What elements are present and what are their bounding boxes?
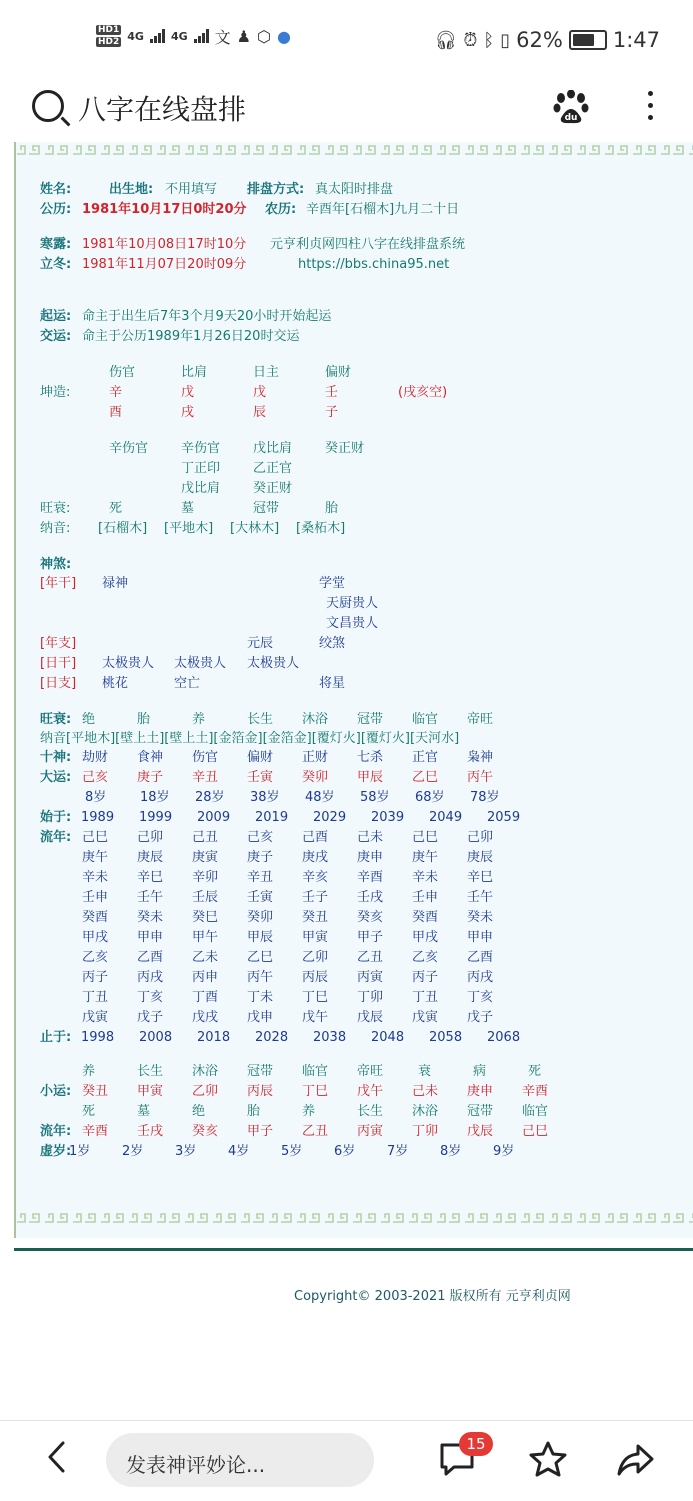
xiaoyun-liunian-cell: 壬戌 — [137, 1124, 164, 1139]
xiaoyun-bottom-cell: 临官 — [522, 1104, 549, 1119]
branch-4: 子 — [325, 405, 339, 420]
signal-label-1: 4G — [127, 29, 144, 43]
share-arrow-icon[interactable] — [616, 1441, 656, 1477]
address-title[interactable]: 八字在线盘排 — [78, 93, 247, 126]
hidden-stem: 辛伤官 — [181, 441, 221, 456]
dayun-age-cell: 28岁 — [195, 790, 225, 805]
dayun-age-cell: 58岁 — [360, 790, 390, 805]
comment-count-badge: 15 — [459, 1432, 493, 1456]
dayun-end-label: 止于: — [40, 1030, 72, 1045]
liunian-cell: 戊寅 — [412, 1010, 439, 1025]
kunzao-label: 坤造: — [40, 385, 71, 400]
xiaoyun-bottom-cell: 沐浴 — [412, 1104, 439, 1119]
xusui-cell: 9岁 — [493, 1144, 515, 1159]
dayun-age-cell: 48岁 — [305, 790, 335, 805]
xiaoyun-pillar-cell: 辛酉 — [522, 1084, 549, 1099]
shensha-item: 将星 — [319, 676, 346, 691]
liunian-cell: 庚寅 — [192, 850, 219, 865]
xiaoyun-top-cell: 衰 — [418, 1064, 432, 1079]
shensha-item: 禄神 — [102, 576, 129, 591]
dayun-shishen-cell: 正财 — [302, 750, 329, 765]
signal-bars-icon — [150, 29, 165, 43]
browser-address-bar — [0, 80, 693, 142]
alarm-icon: ⏰︎ — [463, 29, 478, 51]
xiaoyun-liunian-label: 流年: — [40, 1124, 72, 1139]
wangshuai-label: 旺衰: — [40, 501, 71, 516]
liunian-cell: 己巳 — [82, 830, 109, 845]
hidden-stem: 癸正财 — [253, 481, 293, 496]
wangshuai-value: 墓 — [181, 501, 195, 516]
dayun-shishen-cell: 正官 — [412, 750, 439, 765]
dayun-start-year: 1989 — [81, 810, 115, 825]
method-value: 真太阳时排盘 — [315, 182, 394, 197]
hidden-stem: 癸正财 — [325, 441, 365, 456]
liunian-cell: 甲午 — [192, 930, 219, 945]
hidden-stem: 戊比肩 — [181, 481, 221, 496]
dayun-pillar-cell: 庚子 — [137, 770, 164, 785]
border-pattern-top — [16, 142, 693, 160]
nayin-value: [桑柘木] — [296, 521, 346, 536]
liunian-cell: 壬子 — [302, 890, 329, 905]
xiaoyun-bottom-cell: 胎 — [247, 1104, 261, 1119]
xiaoyun-liunian-cell: 癸亥 — [192, 1124, 219, 1139]
signal-bars-2-icon — [194, 29, 209, 43]
liunian-cell: 丙戌 — [467, 970, 494, 985]
dayun-age-cell: 68岁 — [415, 790, 445, 805]
liunian-cell: 丙午 — [247, 970, 274, 985]
dayun-end-year: 2048 — [371, 1030, 405, 1045]
xiaoyun-liunian-cell: 己巳 — [522, 1124, 549, 1139]
bluetooth-icon: ᛒ — [483, 29, 495, 51]
back-arrow-icon[interactable] — [44, 1439, 68, 1475]
dayun-shishen-cell: 枭神 — [467, 750, 494, 765]
dayun-shishen-cell: 伤官 — [192, 750, 219, 765]
liunian-cell: 辛丑 — [247, 870, 274, 885]
dayun-wangshuai-cell: 冠带 — [357, 712, 384, 727]
svg-text:du: du — [564, 113, 578, 123]
dayun-end-year: 2058 — [429, 1030, 463, 1045]
xiaoyun-pillar-cell: 乙卯 — [192, 1084, 219, 1099]
liunian-cell: 壬申 — [412, 890, 439, 905]
liunian-cell: 乙卯 — [302, 950, 329, 965]
lunar-value: 辛酉年[石榴木]九月二十日 — [306, 202, 460, 217]
dayun-wangshuai-cell: 绝 — [82, 712, 96, 727]
liunian-cell: 辛巳 — [137, 870, 164, 885]
dayun-age-cell: 18岁 — [140, 790, 170, 805]
liunian-cell: 丙寅 — [357, 970, 384, 985]
hanlu-label: 寒露: — [40, 237, 72, 252]
xiaoyun-bottom-cell: 墓 — [137, 1104, 151, 1119]
liunian-cell: 乙巳 — [247, 950, 274, 965]
liunian-cell: 己卯 — [137, 830, 164, 845]
xiaoyun-liunian-cell: 丁卯 — [412, 1124, 439, 1139]
dayun-wangshuai-cell: 胎 — [137, 712, 151, 727]
hidden-stem: 乙正官 — [253, 461, 293, 476]
battery-icon — [569, 30, 607, 50]
solar-label: 公历: — [40, 202, 72, 217]
dayun-wangshuai-cell: 帝旺 — [467, 712, 494, 727]
stem-3: 戊 — [253, 385, 267, 400]
liunian-cell: 庚辰 — [137, 850, 164, 865]
liunian-cell: 甲子 — [357, 930, 384, 945]
stem-4: 壬 — [325, 385, 339, 400]
liunian-cell: 丁丑 — [82, 990, 109, 1005]
liunian-cell: 己亥 — [247, 830, 274, 845]
liunian-cell: 戊午 — [302, 1010, 329, 1025]
liunian-cell: 癸酉 — [82, 910, 109, 925]
dayun-end-year: 2018 — [197, 1030, 231, 1045]
liunian-cell: 丙申 — [192, 970, 219, 985]
liunian-cell: 庚申 — [357, 850, 384, 865]
xiaoyun-bottom-cell: 养 — [302, 1104, 316, 1119]
hanlu-value: 1981年10月08日17时10分 — [82, 237, 247, 252]
liunian-cell: 丁未 — [247, 990, 274, 1005]
shensha-item: 天厨贵人 — [326, 596, 379, 611]
dayun-shishen-cell: 劫财 — [82, 750, 109, 765]
shensha-item: 绞煞 — [319, 636, 346, 651]
dayun-age-cell: 78岁 — [470, 790, 500, 805]
xiaoyun-bottom-cell: 冠带 — [467, 1104, 494, 1119]
qiyun-label: 起运: — [40, 309, 72, 324]
xusui-cell: 7岁 — [387, 1144, 409, 1159]
liunian-cell: 壬寅 — [247, 890, 274, 905]
search-icon[interactable] — [32, 90, 64, 122]
liunian-cell: 己卯 — [467, 830, 494, 845]
dayun-pillar-cell: 辛丑 — [192, 770, 219, 785]
wangshuai-value: 死 — [109, 501, 123, 516]
xusui-cell: 8岁 — [440, 1144, 462, 1159]
shensha-item: 文昌贵人 — [326, 616, 379, 631]
liunian-cell: 壬戌 — [357, 890, 384, 905]
shensha-item: 太极贵人 — [102, 656, 155, 671]
wangshuai-value: 胎 — [325, 501, 339, 516]
liunian-cell: 甲辰 — [247, 930, 274, 945]
hd-icon: HD1 HD2 — [98, 25, 120, 47]
xiaoyun-top-cell: 冠带 — [247, 1064, 274, 1079]
xiaoyun-bottom-cell: 绝 — [192, 1104, 206, 1119]
liunian-cell: 己未 — [357, 830, 384, 845]
dayun-age-cell: 8岁 — [85, 790, 107, 805]
liunian-cell: 乙亥 — [412, 950, 439, 965]
liunian-cell: 辛酉 — [357, 870, 384, 885]
liunian-cell: 丁酉 — [192, 990, 219, 1005]
xiaoyun-pillar-cell: 己未 — [412, 1084, 439, 1099]
liunian-cell: 癸亥 — [357, 910, 384, 925]
xiaoyun-pillar-cell: 戊午 — [357, 1084, 384, 1099]
status-bar — [0, 0, 693, 80]
shensha-item: 元辰 — [247, 636, 274, 651]
dayun-start-year: 2029 — [313, 810, 347, 825]
dayun-start-year: 2059 — [487, 810, 521, 825]
shensha-item: 太极贵人 — [174, 656, 227, 671]
xiaoyun-pillar-cell: 甲寅 — [137, 1084, 164, 1099]
stem-2: 戊 — [181, 385, 195, 400]
dayun-pillar-cell: 甲辰 — [357, 770, 384, 785]
god-2: 比肩 — [181, 365, 208, 380]
xiaoyun-liunian-cell: 辛酉 — [82, 1124, 109, 1139]
liunian-cell: 丁亥 — [467, 990, 494, 1005]
dayun-pillar-cell: 己亥 — [82, 770, 109, 785]
jiaoyun-label: 交运: — [40, 329, 72, 344]
god-3: 日主 — [253, 365, 280, 380]
liunian-cell: 癸未 — [137, 910, 164, 925]
xiaoyun-top-cell: 养 — [82, 1064, 96, 1079]
border-pattern-bottom — [16, 1210, 693, 1228]
dayun-wangshuai-cell: 沐浴 — [302, 712, 329, 727]
liunian-cell: 庚辰 — [467, 850, 494, 865]
liunian-cell: 庚子 — [247, 850, 274, 865]
nayin-value: [平地木] — [164, 521, 214, 536]
shensha-item: 桃花 — [102, 676, 129, 691]
qq-icon: ♟ — [236, 26, 251, 46]
xiaoyun-top-cell: 临官 — [302, 1064, 329, 1079]
xiaoyun-liunian-cell: 甲子 — [247, 1124, 274, 1139]
dayun-shishen-cell: 偏财 — [247, 750, 274, 765]
dayun-start-year: 1999 — [139, 810, 173, 825]
system-name: 元亨利贞网四柱八字在线排盘系统 — [270, 237, 466, 252]
dayun-nayin-line: 纳音[平地木][壁上土][壁上土][金箔金][金箔金][覆灯火][覆灯火][天河水] — [40, 731, 460, 746]
liunian-cell: 丙戌 — [137, 970, 164, 985]
xusui-label: 虚岁: — [40, 1144, 72, 1159]
xiaoyun-pillar-cell: 丁巳 — [302, 1084, 329, 1099]
liunian-cell: 戊辰 — [357, 1010, 384, 1025]
nayin-value: [石榴木] — [98, 521, 148, 536]
liunian-cell: 辛未 — [82, 870, 109, 885]
shensha-item: 学堂 — [319, 576, 346, 591]
liunian-cell: 己丑 — [192, 830, 219, 845]
liunian-cell: 戊子 — [137, 1010, 164, 1025]
nian-zhi-tag: [年支] — [40, 636, 77, 651]
kong-value: (戌亥空) — [398, 385, 448, 400]
liunian-cell: 甲戌 — [82, 930, 109, 945]
divider-line — [14, 1248, 693, 1251]
liunian-cell: 甲戌 — [412, 930, 439, 945]
liunian-cell: 庚戌 — [302, 850, 329, 865]
liunian-cell: 庚午 — [412, 850, 439, 865]
god-1: 伤官 — [109, 365, 136, 380]
dayun-pillar-cell: 乙巳 — [412, 770, 439, 785]
dayun-start-label: 始于: — [40, 810, 72, 825]
liunian-cell: 癸卯 — [247, 910, 274, 925]
status-right — [435, 28, 660, 52]
birthplace-value: 不用填写 — [165, 182, 218, 197]
shensha-label: 神煞: — [40, 557, 72, 572]
xusui-cell: 5岁 — [281, 1144, 303, 1159]
name-label: 姓名: — [40, 182, 72, 197]
dayun-wangshuai-label: 旺衰: — [40, 712, 72, 727]
clock: 1:47 — [612, 28, 660, 52]
liunian-cell: 辛未 — [412, 870, 439, 885]
shensha-item: 太极贵人 — [247, 656, 300, 671]
bazi-chart-panel — [14, 142, 693, 1238]
xusui-cell: 6岁 — [334, 1144, 356, 1159]
liunian-cell: 丙子 — [412, 970, 439, 985]
liunian-cell: 乙未 — [192, 950, 219, 965]
nayin-label: 纳音: — [40, 521, 71, 536]
jiaoyun-value: 命主于公历1989年1月26日20时交运 — [82, 329, 300, 344]
stem-1: 辛 — [109, 385, 123, 400]
liunian-cell: 甲申 — [137, 930, 164, 945]
headphones-icon: 🎧︎ — [434, 29, 458, 51]
god-4: 偏财 — [325, 365, 352, 380]
liunian-cell: 壬午 — [467, 890, 494, 905]
site-url-link[interactable]: https://bbs.china95.net — [298, 257, 450, 272]
bottom-toolbar — [0, 1420, 693, 1501]
xiaoyun-top-cell: 沐浴 — [192, 1064, 219, 1079]
xiaoyun-pillar-cell: 庚申 — [467, 1084, 494, 1099]
dayun-start-year: 2009 — [197, 810, 231, 825]
xiaoyun-bottom-cell: 长生 — [357, 1104, 384, 1119]
xiaoyun-pillar-cell: 丙辰 — [247, 1084, 274, 1099]
dayun-shishen-label: 十神: — [40, 750, 72, 765]
more-menu-icon[interactable] — [640, 88, 660, 124]
dayun-label: 大运: — [40, 770, 72, 785]
liunian-cell: 壬午 — [137, 890, 164, 905]
ri-gan-tag: [日干] — [40, 656, 77, 671]
dayun-age-cell: 38岁 — [250, 790, 280, 805]
branch-3: 辰 — [253, 405, 267, 420]
liunian-cell: 辛巳 — [467, 870, 494, 885]
liunian-cell: 丁巳 — [302, 990, 329, 1005]
xiaoyun-top-cell: 死 — [528, 1064, 542, 1079]
liunian-cell: 庚午 — [82, 850, 109, 865]
vibrate-icon: ▯ — [500, 29, 511, 51]
dayun-end-year: 2038 — [313, 1030, 347, 1045]
lunar-label: 农历: — [265, 202, 297, 217]
dayun-end-year: 1998 — [81, 1030, 115, 1045]
dayun-start-year: 2049 — [429, 810, 463, 825]
dayun-wangshuai-cell: 临官 — [412, 712, 439, 727]
comment-input[interactable] — [106, 1433, 374, 1487]
nian-gan-tag: [年干] — [40, 576, 77, 591]
lidong-value: 1981年11月07日20时09分 — [82, 257, 247, 272]
dayun-wangshuai-cell: 长生 — [247, 712, 274, 727]
nayin-value: [大林木] — [230, 521, 280, 536]
liunian-cell: 丁丑 — [412, 990, 439, 1005]
hidden-stem: 辛伤官 — [109, 441, 149, 456]
liunian-cell: 癸未 — [467, 910, 494, 925]
solar-value: 1981年10月17日0时20分 — [82, 202, 247, 217]
dayun-shishen-cell: 七杀 — [357, 750, 384, 765]
star-favorite-icon[interactable] — [528, 1440, 568, 1478]
liunian-cell: 丙子 — [82, 970, 109, 985]
dayun-end-year: 2028 — [255, 1030, 289, 1045]
xiaoyun-liunian-cell: 丙寅 — [357, 1124, 384, 1139]
qiyun-value: 命主于出生后7年3个月9天20小时开始起运 — [82, 309, 332, 324]
xiaoyun-bottom-cell: 死 — [82, 1104, 96, 1119]
liunian-cell: 丙辰 — [302, 970, 329, 985]
liunian-cell: 戊寅 — [82, 1010, 109, 1025]
xiaoyun-pillar-cell: 癸丑 — [82, 1084, 109, 1099]
xiaoyun-top-cell: 病 — [473, 1064, 487, 1079]
liunian-cell: 辛亥 — [302, 870, 329, 885]
liunian-cell: 癸丑 — [302, 910, 329, 925]
shensha-item: 空亡 — [174, 676, 201, 691]
xusui-cell: 4岁 — [228, 1144, 250, 1159]
liunian-cell: 丁卯 — [357, 990, 384, 1005]
ri-zhi-tag: [日支] — [40, 676, 77, 691]
liunian-cell: 癸巳 — [192, 910, 219, 925]
liunian-cell: 丁亥 — [137, 990, 164, 1005]
liunian-cell: 乙丑 — [357, 950, 384, 965]
xusui-cell: 3岁 — [175, 1144, 197, 1159]
dayun-pillar-cell: 丙午 — [467, 770, 494, 785]
dayun-liunian-label: 流年: — [40, 830, 72, 845]
branch-2: 戌 — [181, 405, 195, 420]
dayun-pillar-cell: 癸卯 — [302, 770, 329, 785]
xiaoyun-liunian-cell: 乙丑 — [302, 1124, 329, 1139]
liunian-cell: 乙酉 — [467, 950, 494, 965]
birthplace-label: 出生地: — [109, 182, 154, 197]
battery-percent: 62% — [516, 28, 563, 52]
hand-icon: ⬡ — [257, 26, 271, 46]
liunian-cell: 戊戌 — [192, 1010, 219, 1025]
lidong-label: 立冬: — [40, 257, 72, 272]
liunian-cell: 癸酉 — [412, 910, 439, 925]
xusui-cell: 2岁 — [122, 1144, 144, 1159]
liunian-cell: 戊子 — [467, 1010, 494, 1025]
liunian-cell: 己巳 — [412, 830, 439, 845]
globe-icon: ● — [276, 26, 291, 46]
dayun-end-year: 2008 — [139, 1030, 173, 1045]
signal-label-2: 4G — [170, 29, 188, 43]
xiaoyun-top-cell: 长生 — [137, 1064, 164, 1079]
comment-placeholder: 发表神评妙论... — [126, 1453, 266, 1477]
dayun-wangshuai-cell: 养 — [192, 712, 206, 727]
liunian-cell: 乙酉 — [137, 950, 164, 965]
xiaoyun-top-cell: 帝旺 — [357, 1064, 384, 1079]
translate-icon: 文 — [214, 27, 231, 47]
liunian-cell: 甲申 — [467, 930, 494, 945]
branch-1: 酉 — [109, 405, 123, 420]
baidu-paw-icon[interactable] — [553, 90, 589, 124]
status-left — [96, 24, 291, 48]
xusui-cell: 1岁 — [69, 1144, 91, 1159]
dayun-start-year: 2039 — [371, 810, 405, 825]
liunian-cell: 壬辰 — [192, 890, 219, 905]
dayun-shishen-cell: 食神 — [137, 750, 164, 765]
xiaoyun-label: 小运: — [40, 1084, 72, 1099]
liunian-cell: 壬申 — [82, 890, 109, 905]
copyright-text: Copyright© 2003-2021 版权所有 元亨利贞网 — [294, 1289, 571, 1304]
liunian-cell: 戊申 — [247, 1010, 274, 1025]
liunian-cell: 甲寅 — [302, 930, 329, 945]
dayun-pillar-cell: 壬寅 — [247, 770, 274, 785]
liunian-cell: 辛卯 — [192, 870, 219, 885]
dayun-end-year: 2068 — [487, 1030, 521, 1045]
xiaoyun-liunian-cell: 戊辰 — [467, 1124, 494, 1139]
method-label: 排盘方式: — [247, 182, 305, 197]
liunian-cell: 己酉 — [302, 830, 329, 845]
hidden-stem: 丁正印 — [181, 461, 221, 476]
wangshuai-value: 冠带 — [253, 501, 280, 516]
liunian-cell: 乙亥 — [82, 950, 109, 965]
dayun-start-year: 2019 — [255, 810, 289, 825]
hidden-stem: 戊比肩 — [253, 441, 293, 456]
